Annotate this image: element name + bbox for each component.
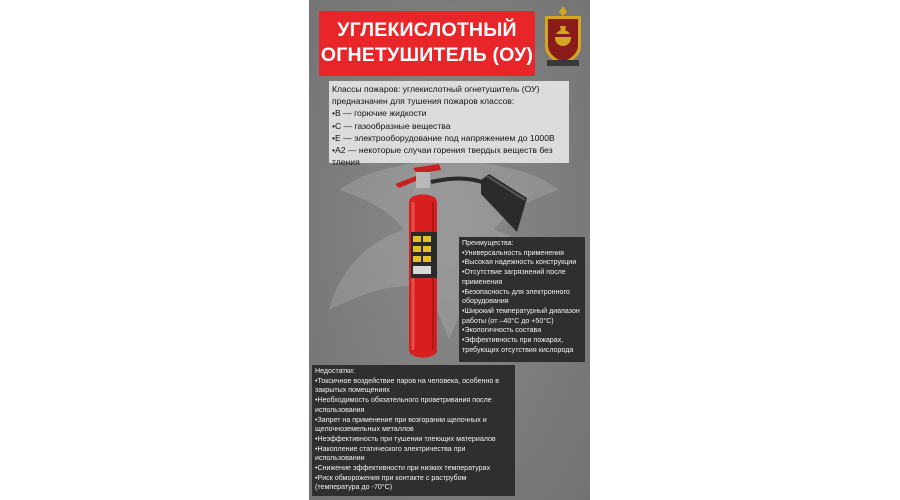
disadvantages-box xyxy=(312,365,515,496)
rosgvardia-emblem-icon xyxy=(541,4,585,68)
title-line-2: ОГНЕТУШИТЕЛЬ (ОУ) xyxy=(320,44,534,66)
disadvantage-item: •Снижение эффективности при низких температурах xyxy=(315,464,491,473)
classes-line: предназначен для тушения пожаров классов: xyxy=(332,96,515,107)
advantage-item: •Отсутствие загрязнений после применения xyxy=(462,268,566,286)
advantage-item: •Высокая надежность конструкции xyxy=(462,258,577,267)
disadvantage-item: •Запрет на применение при возгорании щелочных и щелочноземельных металлов xyxy=(315,415,487,434)
advantage-item: •Безопасность для электронного оборудования xyxy=(462,287,570,306)
advantage-item: •Широкий температурный диапазон работы (от –40°С до +50°С) xyxy=(462,306,580,325)
disadvantages-heading: Недостатки: xyxy=(315,367,355,375)
advantage-item: •Эффективность при пожарах, требующих отсутствия кислорода xyxy=(462,336,574,354)
disadvantage-item: •Необходимость обязательного проветривания после использования xyxy=(315,396,492,414)
advantages-heading: Преимущества: xyxy=(462,239,514,247)
classes-line: •А2 — некоторые случаи горения твердых веществ без тления xyxy=(332,145,553,168)
poster-title xyxy=(319,11,535,76)
poster xyxy=(309,0,590,500)
disadvantage-item: •Токсичное воздействие паров на человека, особенно в закрытых помещениях xyxy=(315,376,500,395)
disadvantage-item: •Накопление статического электричества при использовании xyxy=(315,444,466,463)
classes-line: •С — газообразные вещества xyxy=(332,120,451,131)
advantages-box xyxy=(459,237,585,362)
classes-line: •Е — электрооборудование под напряжением до 1000В xyxy=(332,132,555,143)
advantage-item: •Экологичность состава xyxy=(462,326,542,335)
classes-line: •В — горючие жидкости xyxy=(332,108,427,119)
disadvantage-item: •Риск обморожения при контакте с раструбом (температура до -70°С) xyxy=(315,473,467,492)
title-line-1: УГЛЕКИСЛОТНЫЙ xyxy=(337,19,517,41)
classes-line: Классы пожаров: углекислотный огнетушитель (ОУ) xyxy=(332,84,540,94)
disadvantage-item: •Неэффективность при тушении тлеющих материалов xyxy=(315,434,496,443)
advantage-item: •Универсальность применения xyxy=(462,248,564,257)
